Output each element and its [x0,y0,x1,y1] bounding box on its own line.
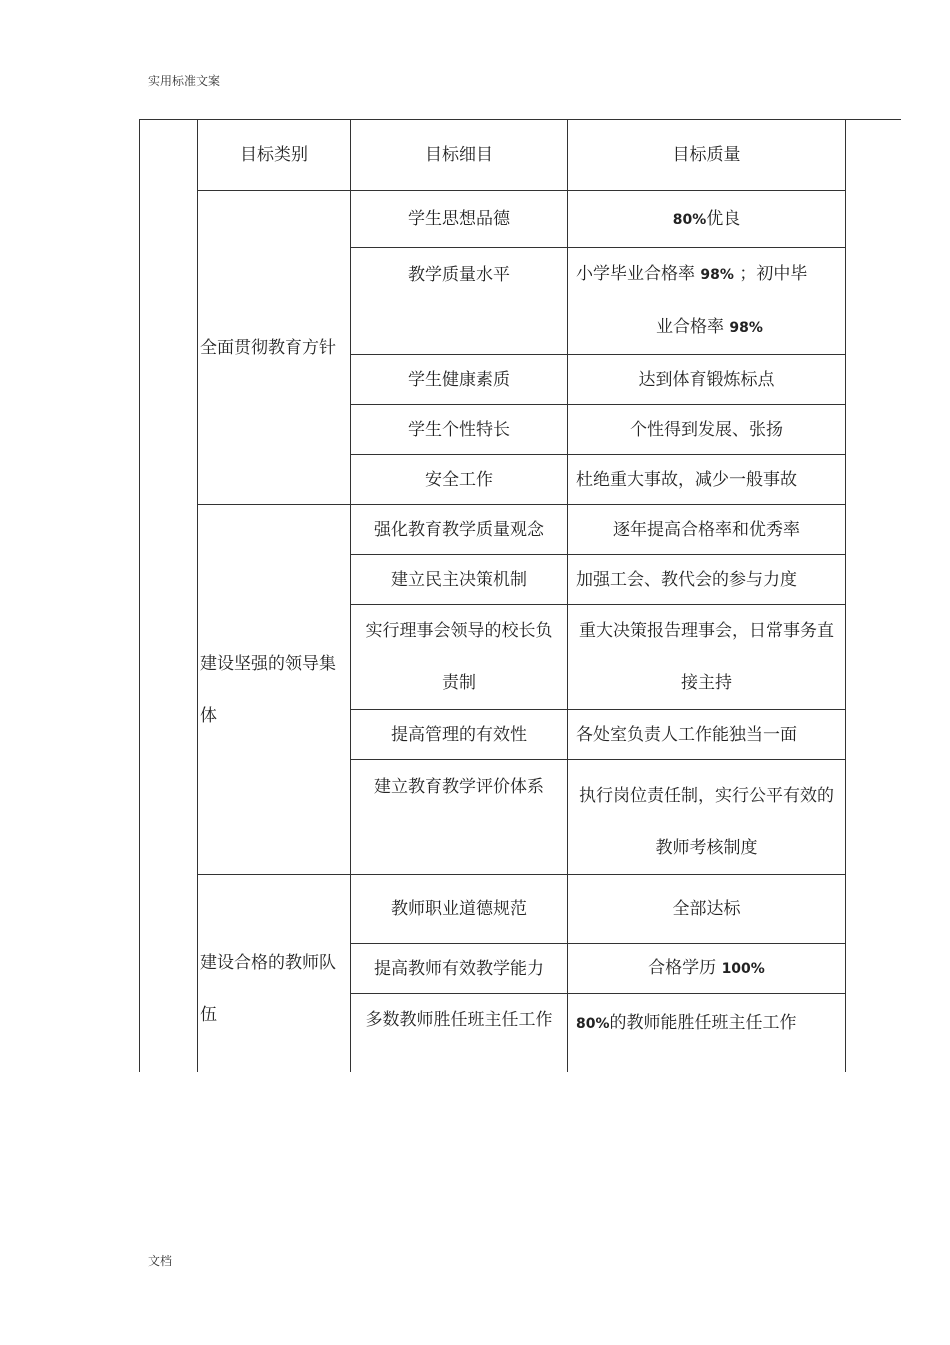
table-row [140,505,902,555]
category-cell: 全面贯彻教育方针 [198,191,351,505]
item-cell: 实行理事会领导的校长负责制 [351,605,568,710]
item-cell: 学生健康素质 [351,355,568,405]
table-header-row [140,120,902,191]
page-footer: 文档 [148,1254,173,1268]
goals-table [139,119,901,1072]
item-cell: 多数教师胜任班主任工作 [351,994,568,1073]
category-cell: 建设合格的教师队伍 [198,875,351,1073]
left-margin-cell [140,120,198,1073]
goals-table-container [139,119,901,1072]
quality-cell: 合格学历 100% [568,944,846,994]
quality-cell: 个性得到发展、张扬 [568,405,846,455]
item-cell: 强化教育教学质量观念 [351,505,568,555]
quality-cell: 执行岗位责任制，实行公平有效的教师考核制度 [568,760,846,875]
quality-cell: 80%优良 [568,191,846,248]
item-cell: 教师职业道德规范 [351,875,568,944]
category-cell: 建设坚强的领导集体 [198,505,351,875]
column-header-quality: 目标质量 [568,120,846,191]
quality-cell: 各处室负责人工作能独当一面 [568,710,846,760]
quality-cell: 达到体育锻炼标点 [568,355,846,405]
quality-cell: 80%的教师能胜任班主任工作 [568,994,846,1073]
item-cell: 建立民主决策机制 [351,555,568,605]
quality-cell: 杜绝重大事故，减少一般事故 [568,455,846,505]
item-cell: 教学质量水平 [351,248,568,355]
table-row [140,191,902,248]
item-cell: 提高教师有效教学能力 [351,944,568,994]
quality-cell: 重大决策报告理事会，日常事务直接主持 [568,605,846,710]
page-header: 实用标准文案 [148,74,221,88]
item-cell: 学生思想品德 [351,191,568,248]
table-row [140,875,902,944]
quality-cell: 加强工会、教代会的参与力度 [568,555,846,605]
quality-cell: 全部达标 [568,875,846,944]
item-cell: 提高管理的有效性 [351,710,568,760]
item-cell: 安全工作 [351,455,568,505]
column-header-item: 目标细目 [351,120,568,191]
item-cell: 建立教育教学评价体系 [351,760,568,875]
item-cell: 学生个性特长 [351,405,568,455]
right-margin-cell [846,120,902,1073]
quality-cell: 逐年提高合格率和优秀率 [568,505,846,555]
column-header-category: 目标类别 [198,120,351,191]
quality-cell: 小学毕业合格率 98% ；初中毕 业合格率 98% [568,248,846,355]
